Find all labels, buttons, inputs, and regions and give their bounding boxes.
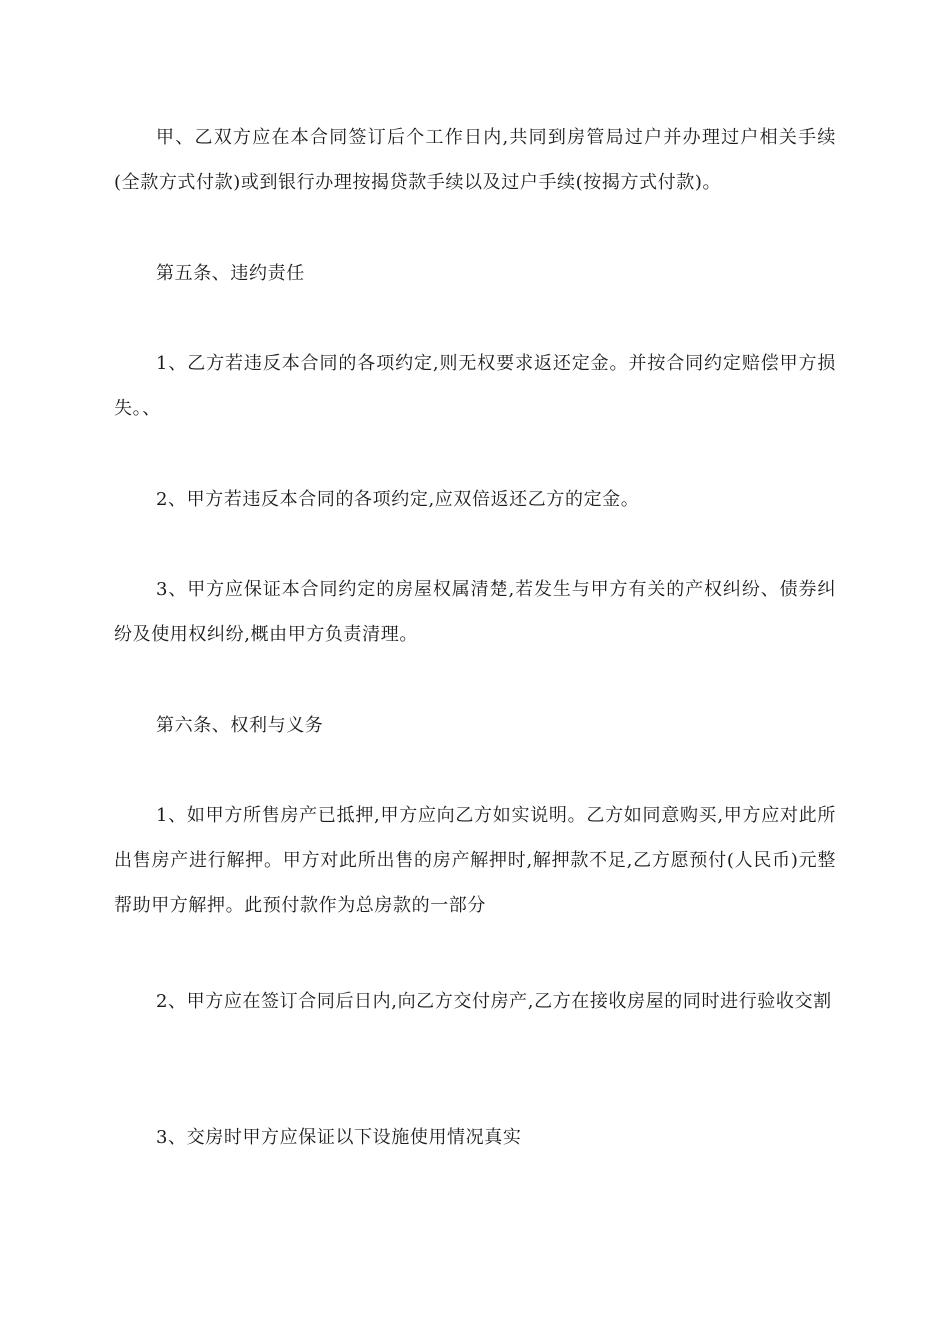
article-5-item-2: 2、甲方若违反本合同的各项约定,应双倍返还乙方的定金。 [156,489,640,510]
article-6-item-1: 1、如甲方所售房产已抵押,甲方应向乙方如实说明。乙方如同意购买,甲方应对此所出售房产进行解押。甲方对此所出售的房产解押时,解押款不足,乙方愿预付(人民币)元整帮助甲方解押。此预付款作为总房款的一部分 [114,805,836,916]
article-6-item-3: 3、交房时甲方应保证以下设施使用情况真实 [156,1127,522,1148]
article-5-title: 第五条、违约责任 [156,263,305,284]
article-5-item-1: 1、乙方若违反本合同的各项约定,则无权要求返还定金。并按合同约定赔偿甲方损失。、 [114,353,836,419]
article-6-title: 第六条、权利与义务 [156,715,324,736]
article-5-item-3: 3、甲方应保证本合同约定的房屋权属清楚,若发生与甲方有关的产权纠纷、债券纠纷及使用权纠纷,概由甲方负责清理。 [114,579,836,645]
article-6-item-2: 2、甲方应在签订合同后日内,向乙方交付房产,乙方在接收房屋的同时进行验收交割 [156,991,832,1012]
transfer-paragraph: 甲、乙双方应在本合同签订后个工作日内,共同到房管局过户并办理过户相关手续(全款方式付款)或到银行办理按揭贷款手续以及过户手续(按揭方式付款)。 [114,127,836,193]
